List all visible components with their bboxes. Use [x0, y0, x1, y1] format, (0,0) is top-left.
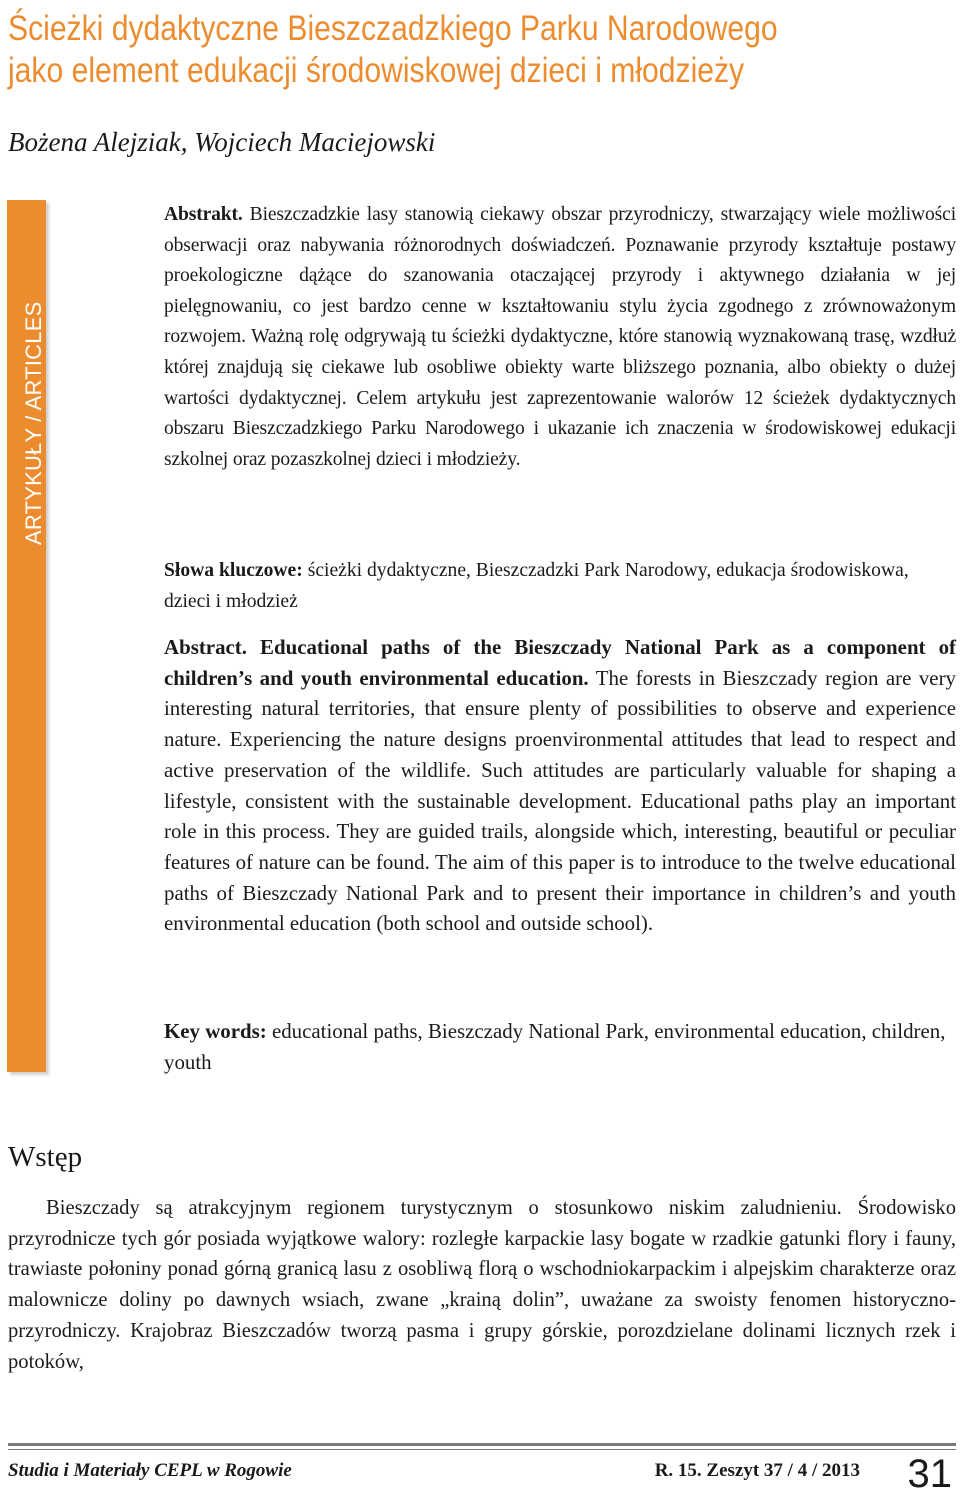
abstract-pl [164, 200, 956, 475]
keywords-en [164, 1016, 956, 1078]
keywords-pl [164, 556, 956, 617]
footer-journal-name: Studia i Materiały CEPL w Rogowie [8, 1460, 292, 1481]
article-authors: Bożena Alejziak, Wojciech Maciejowski [8, 127, 436, 157]
page-number: 31 [907, 1452, 952, 1496]
footer-issue: R. 15. Zeszyt 37 / 4 / 2013 [654, 1460, 860, 1481]
keywords-en-label: Key words: [164, 1019, 267, 1043]
abstract-pl-text: Bieszczadzkie lasy stanowią ciekawy obszar przyrodniczy, stwarzający wiele możliwości obserwacji oraz nabywania różnorodnych doświadczeń. Poznawanie przyrody kształtuje postawy proekologiczne dążące do szanowania otaczającej przyrody i aktywnego działania w jej pielęgnowaniu, co jest bardzo cenne w kształtowaniu stylu życia zgodnego z zrównoważonym rozwojem. Ważną rolę odgrywają tu ścieżki dydaktyczne, które stanowią wyznakowaną trasę, wzdłuż której znajdują się ciekawe lub osobliwe obiekty warte bliższego poznania, albo obiekty o dużej wartości dydaktycznej. Celem artykułu jest zaprezentowanie walorów 12 ścieżek dydaktycznych obszaru Bieszczadzkiego Parku Narodowego i ukazanie ich znaczenia w środowiskowej edukacji szkolnej oraz pozaszkolnej dzieci i młodzieży. [164, 204, 956, 470]
abstract-en [164, 632, 956, 939]
keywords-pl-label: Słowa kluczowe: [164, 560, 303, 581]
article-title [8, 8, 816, 92]
abstract-en-label: Abstract. [164, 635, 247, 659]
footer-divider-thin [8, 1449, 956, 1450]
article-title-line-1: Ścieżki dydaktyczne Bieszczadzkiego Parku Narodowego [8, 9, 778, 48]
abstract-en-title: Educational paths of the Bieszczady National Park as a component of children’s and youth environmental education. [164, 635, 956, 690]
article-title-line-2: jako element edukacji środowiskowej dzieci i młodzieży [8, 51, 745, 90]
abstract-en-text: The forests in Bieszczady region are very interesting natural territories, that ensure plenty of possibilities to observe and experience nature. Experiencing the nature designs proenvironmental attitudes that lead to respect and active preservation of the wildlife. Such attitudes are particularly valuable for shaping a lifestyle, consistent with the sustainable development. Educational paths play an important role in this process. They are guided trails, alongside which, interesting, beautiful or peculiar features of nature can be found. The aim of this paper is to introduce to the twelve educational paths of Bieszczady National Park and to present their importance in children’s and youth environmental education (both school and outside school). [164, 665, 956, 936]
footer-divider [8, 1443, 956, 1446]
intro-paragraph: Bieszczady są atrakcyjnym regionem turystycznym o stosunkowo niskim zaludnieniu. Środowisko przyrodnicze tych gór posiada wyjątkowe walory: rozległe karpackie lasy bogate w rzadkie gatunki flory i fauny, trawiaste połoniny ponad górną granicą lasu z osobliwą florą o wschodniokarpackim i alpejskim charakterze oraz malownicze doliny po dawnych wsiach, zwane „krainą dolin”, uważane za swoisty fenomen historyczno-przyrodniczy. Krajobraz Bieszczadów tworzą pasma i grupy górskie, porozdzielane dolinami licznych rzek i potoków, [8, 1197, 956, 1373]
section-heading: Wstęp [8, 1141, 83, 1173]
keywords-pl-text: ścieżki dydaktyczne, Bieszczadzki Park Narodowy, edukacja środowiskowa, dzieci i młodzież [164, 560, 909, 612]
sidebar-label: ARTYKUŁY / ARTICLES [21, 301, 46, 545]
abstract-pl-label: Abstrakt. [164, 204, 243, 225]
keywords-en-text: educational paths, Bieszczady National Park, environmental education, children, youth [164, 1019, 946, 1074]
